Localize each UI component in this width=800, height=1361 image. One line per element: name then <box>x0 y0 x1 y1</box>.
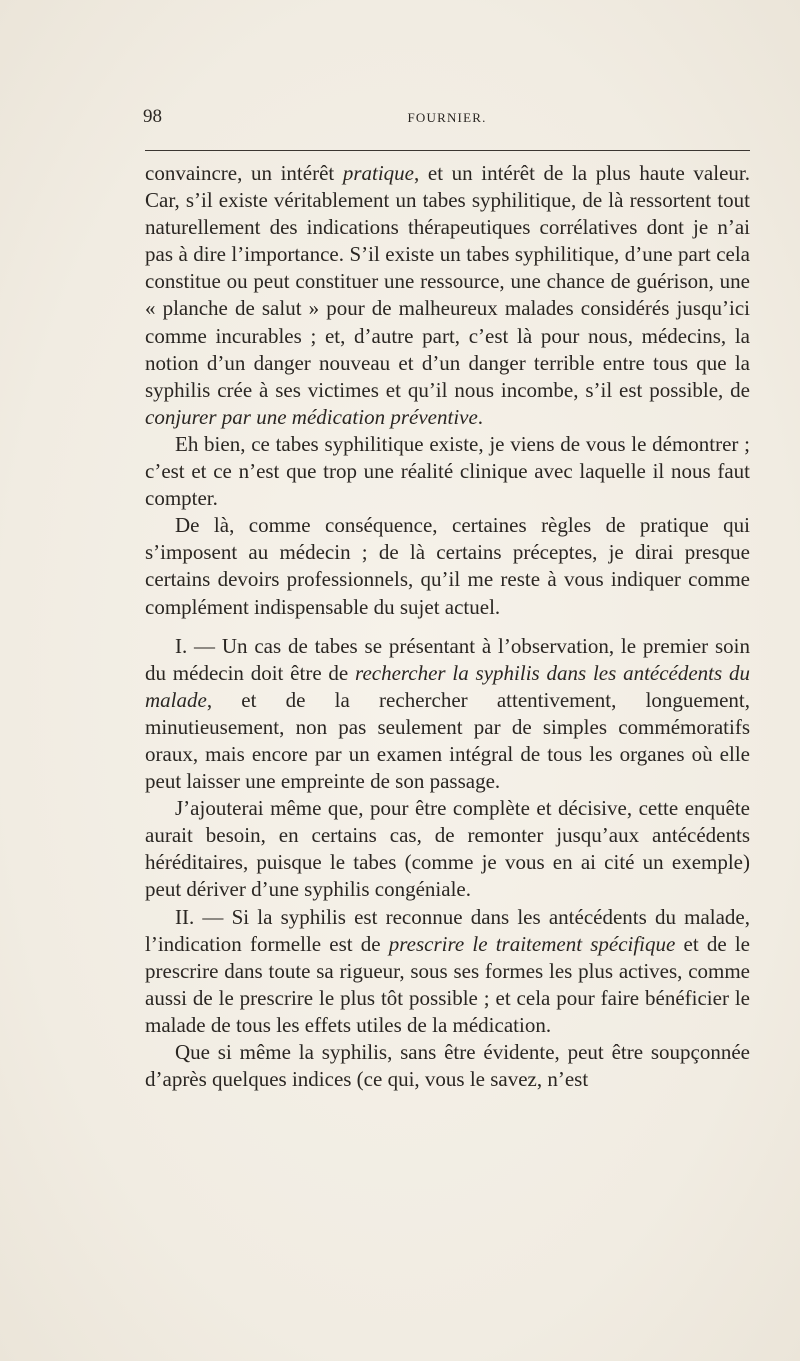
body-text <box>145 160 750 1093</box>
emphasis: prescrire le traitement spécifique <box>388 931 676 956</box>
emphasis: rechercher la syphilis dans les antécédents du malade <box>145 660 750 712</box>
emphasis: pratique <box>342 161 415 185</box>
running-head <box>143 106 751 134</box>
emphasis: conjurer par une médication préventive <box>145 404 478 429</box>
paragraph: convaincre, un intérêt pratique, et un intérêt de la plus haute valeur. Car, s’il existe véritablement un tabes syphilitique, de là ressortent tout naturellement des indications thérapeutiques corrélatives dont je n’ai pas à dire l’importance. S’il existe un tabes syphilitique, d’une part cela constitue ou peut constituer une ressource, une chance de guérison, une « planche de salut » pour de malheureux malades considérés jusqu’ici comme incurables ; et, d’autre part, c’est là pour nous, médecins, la notion d’un danger nouveau et d’un danger terrible entre tous que la syphilis crée à ses victimes et qu’il nous incombe, s’il est possible, de conjurer par une médication préventive. <box>145 161 750 429</box>
paragraph-section-1: I. — Un cas de tabes se présentant à l’observation, le premier soin du médecin doit être de rechercher la syphilis dans les antécédents du malade, et de la rechercher attentivement, longuement, minutieusement, non pas seulement par de simples commémoratifs oraux, mais encore par un examen intégral de tous les organes où elle peut laisser une empreinte de son passage. <box>145 633 750 794</box>
paragraph: De là, comme conséquence, certaines règles de pratique qui s’imposent au médecin ; de là certains préceptes, je dirai presque certains devoirs professionnels, qu’il me reste à vous indiquer comme complément indispensable du sujet actuel. <box>145 513 750 619</box>
paragraph: J’ajouterai même que, pour être complète et décisive, cette enquête aurait besoin, en certains cas, de remonter jusqu’aux antécédents héréditaires, puisque le tabes (comme je vous en ai cité un exemple) peut dériver d’une syphilis congéniale. <box>145 796 750 902</box>
paragraph: Eh bien, ce tabes syphilitique existe, je viens de vous le démontrer ; c’est et ce n’est que trop une réalité clinique avec laquelle il nous faut compter. <box>145 431 750 511</box>
header-rule <box>145 150 750 151</box>
paragraph: Que si même la syphilis, sans être évidente, peut être soupçonnée d’après quelques indices (ce qui, vous le savez, n’est <box>145 1040 750 1092</box>
paragraph-section-2: II. — Si la syphilis est reconnue dans les antécédents du malade, l’indication formelle est de prescrire le traitement spécifique et de le prescrire dans toute sa rigueur, sous ses formes les plus actives, comme aussi de le prescrire le plus tôt possible ; et cela pour faire bénéficier le malade de tous les effets utiles de la médication. <box>145 904 750 1037</box>
running-head-author: FOURNIER. <box>407 110 487 125</box>
page-number: 98 <box>143 106 162 127</box>
